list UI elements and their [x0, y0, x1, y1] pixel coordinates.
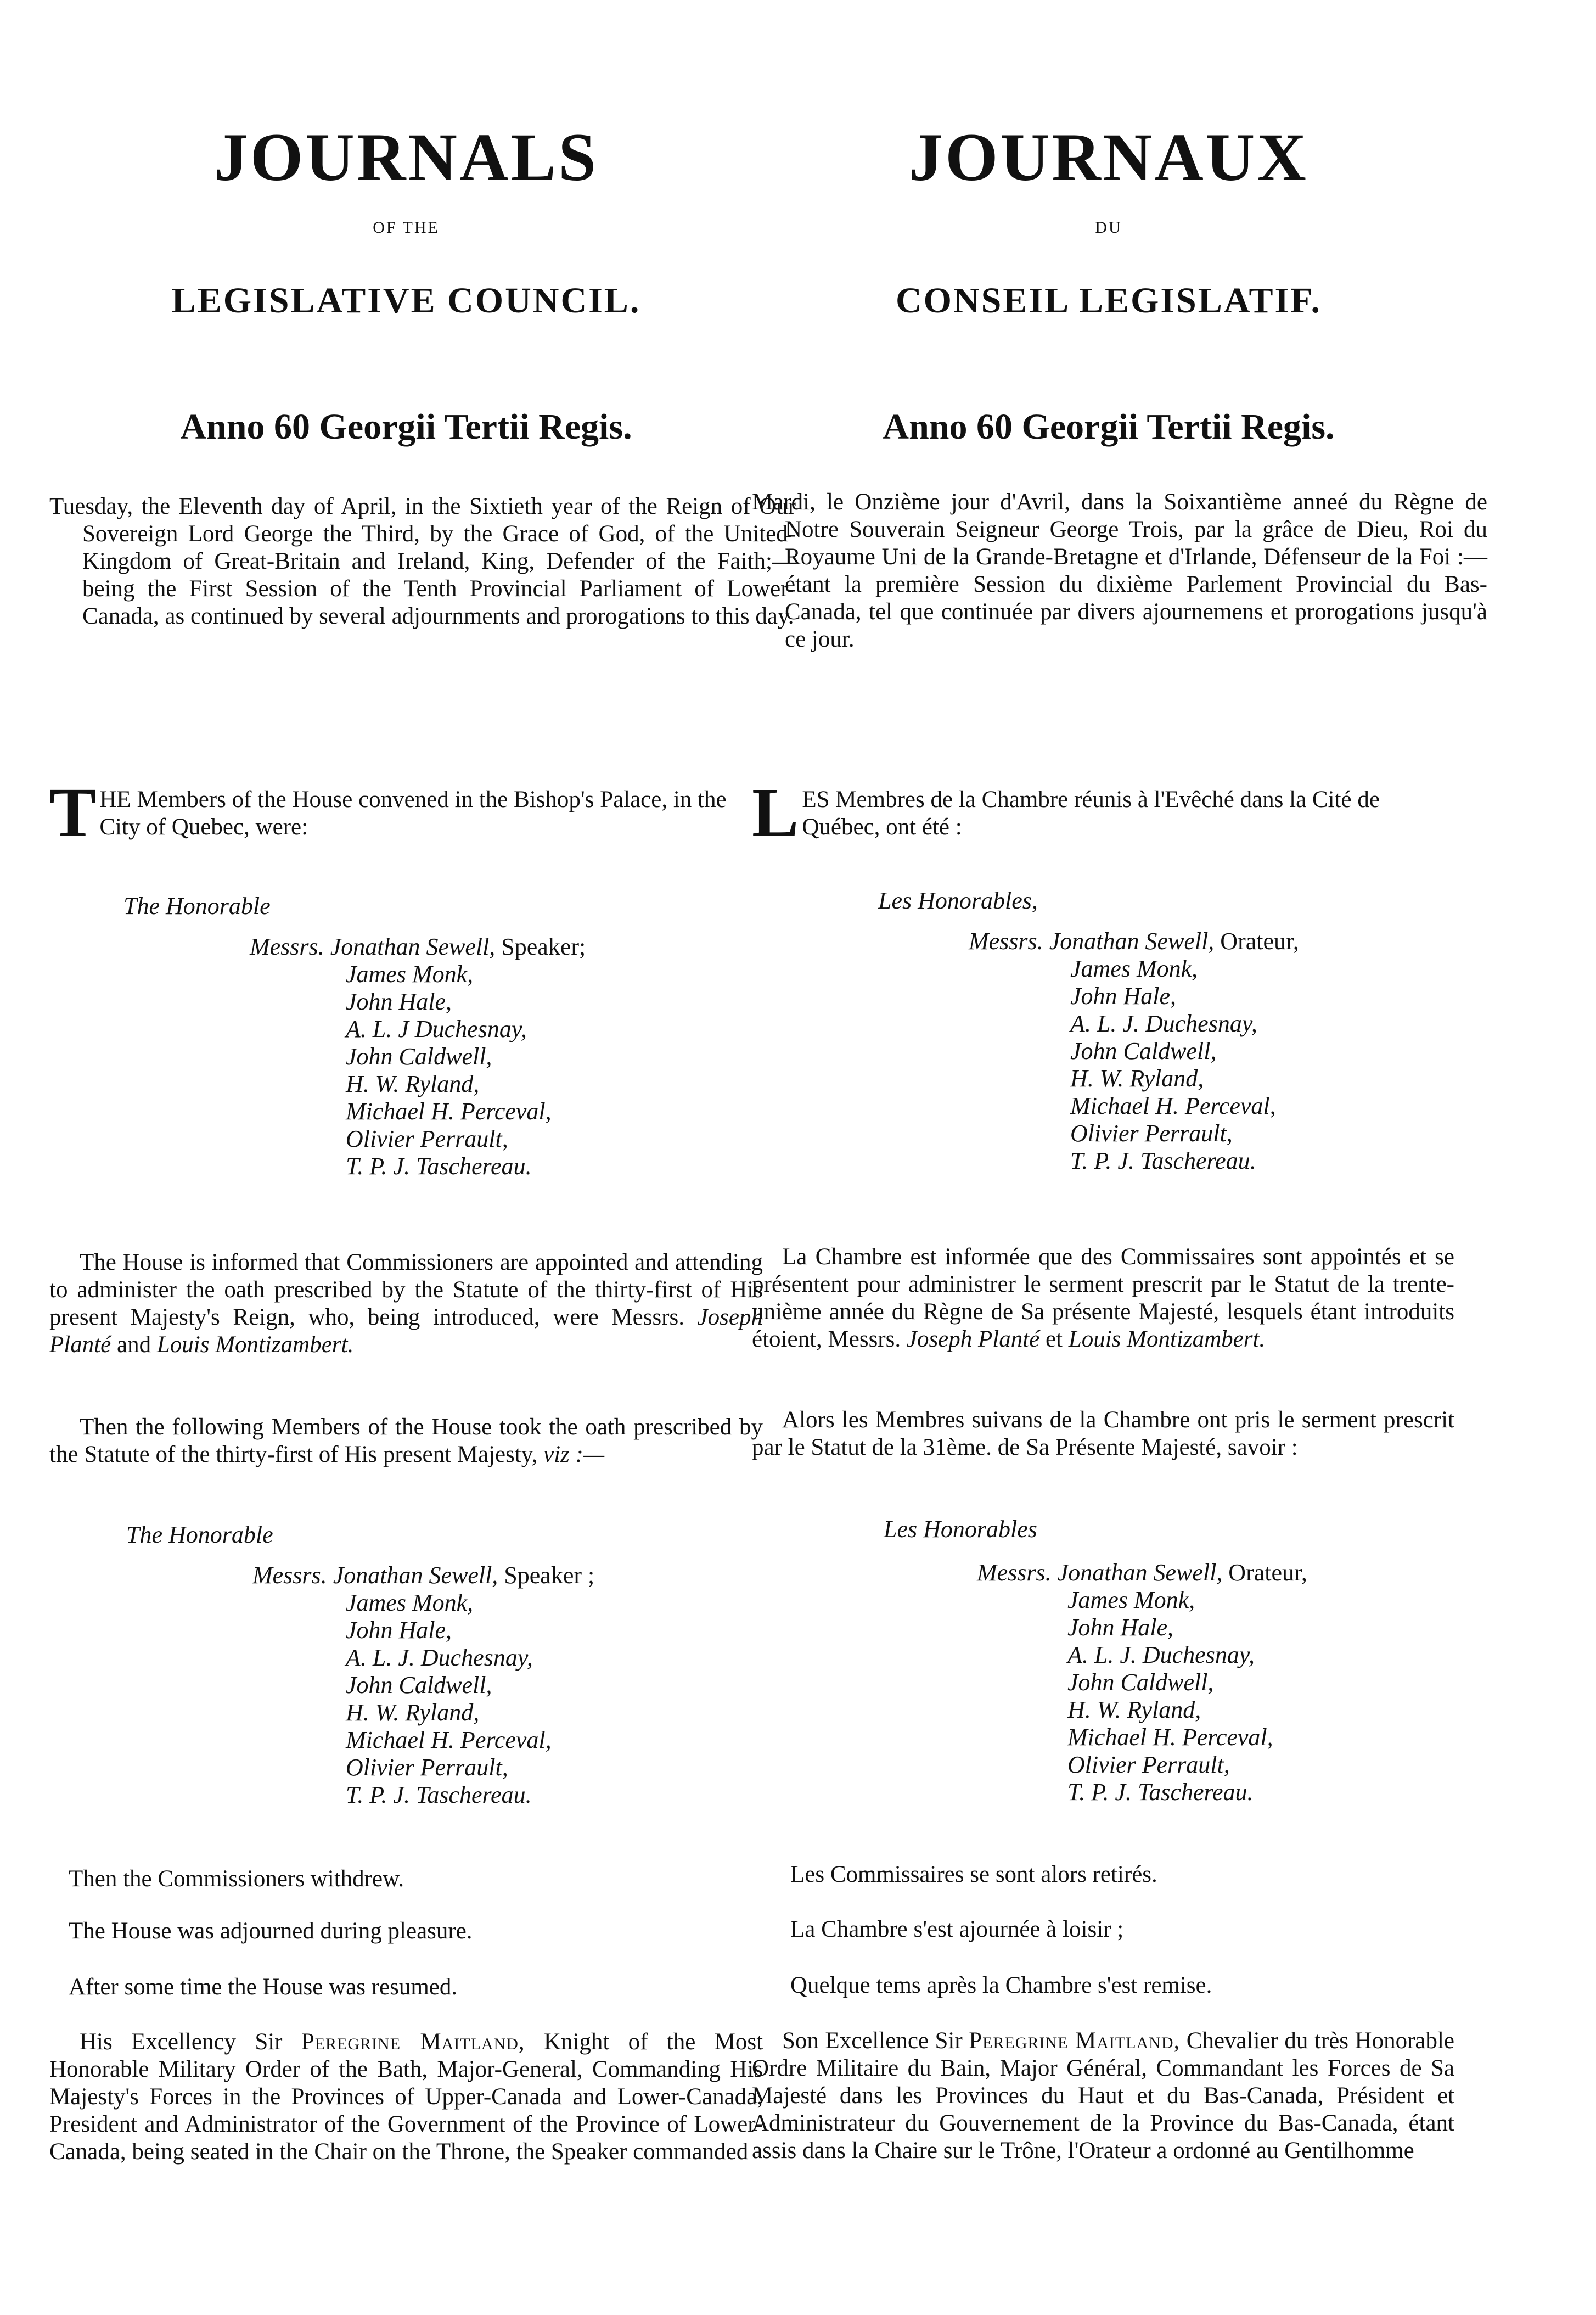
speaker-name: Jonathan Sewell,	[333, 1562, 498, 1589]
messrs-label: Messrs.	[252, 1562, 327, 1589]
member-name: Michael H. Perceval,	[346, 1098, 552, 1125]
member-name: John Caldwell,	[1070, 1038, 1217, 1064]
speaker-name: Jonathan Sewell,	[330, 933, 496, 960]
member-name: Olivier Perrault,	[346, 1125, 508, 1152]
member-name: T. P. J. Taschereau.	[1067, 1779, 1254, 1806]
oath-paragraph	[49, 1414, 763, 1468]
commissioner-name: Louis Montizambert.	[1068, 1326, 1266, 1352]
member-name: H. W. Ryland,	[346, 1699, 480, 1726]
oath-members-list	[977, 1559, 1307, 1806]
member-name: Olivier Perrault,	[1067, 1751, 1230, 1778]
commissioner-name: Joseph Planté	[906, 1326, 1040, 1352]
member-name: A. L. J. Duchesnay,	[346, 1644, 533, 1671]
members-intro-text: HE Members of the House convened in the Bishop's Palace, in the City of Quebec, were:	[99, 787, 727, 840]
honorable-heading: The Honorable	[123, 893, 271, 920]
oath-text: Then the following Members of the House took the oath prescribed by the Statute of the thirty-first of His present Majesty,	[49, 1414, 763, 1467]
french-column	[752, 0, 1487, 2163]
regnal-year: Anno 60 Georgii Tertii Regis.	[883, 407, 1335, 447]
member-name: Michael H. Perceval,	[1067, 1724, 1273, 1751]
drop-cap: T	[49, 773, 97, 851]
member-name: John Hale,	[346, 988, 452, 1015]
adjourned-line: The House was adjourned during pleasure.	[69, 1918, 473, 1944]
adjourned-line: La Chambre s'est ajournée à loisir ;	[790, 1916, 1124, 1942]
commissioners-paragraph	[49, 1249, 763, 1359]
member-name: H. W. Ryland,	[1070, 1065, 1204, 1092]
conjunction: and	[117, 1332, 151, 1358]
oath-paragraph	[752, 1406, 1454, 1461]
members-list	[969, 928, 1299, 1175]
commissioner-name: Joseph Planté	[49, 1304, 763, 1358]
member-name: T. P. J. Taschereau.	[346, 1153, 532, 1180]
oath-members-list	[252, 1562, 594, 1809]
member-name: John Hale,	[1070, 983, 1177, 1010]
excellency-text: Chevalier du très Honorable Ordre Militaire du Bain, Major Général, Commandant les Forces de Sa Majesté dans les Provinces du Haut et du Bas-Canada, Président et Administrateur du Gouvernement de la Province du Bas-Canada, étant assis dans la Chaire sur le Trône, l'Orateur a ordonné au Gentilhomme	[752, 2028, 1455, 2163]
conseil-title: CONSEIL LEGISLATIF.	[896, 281, 1322, 321]
drop-cap: L	[752, 773, 799, 851]
members-list	[250, 933, 586, 1180]
member-name: A. L. J. Duchesnay,	[1070, 1010, 1257, 1037]
messrs-label: Messrs.	[250, 933, 324, 960]
member-name: H. W. Ryland,	[346, 1070, 480, 1097]
speaker-role: Speaker;	[501, 933, 586, 960]
council-title: LEGISLATIVE COUNCIL.	[171, 281, 641, 321]
speaker-name: Jonathan Sewell,	[1049, 928, 1215, 955]
speaker-role: Orateur,	[1228, 1559, 1307, 1586]
member-name: A. L. J. Duchesnay,	[1067, 1641, 1255, 1668]
commissioner-name: Louis Montizambert.	[156, 1332, 354, 1358]
speaker-role: Speaker ;	[504, 1562, 595, 1589]
excellency-text: Son Excellence Sir	[782, 2028, 963, 2054]
member-name: James Monk,	[1070, 955, 1198, 982]
excellency-text: Knight of the Most Honorable Military Order of the Bath, Major-General, Commanding His Majesty's Forces in the Provinces of Upper-Canada and Lower-Canada, President and Administrator of the Government of the Province of Lower-Canada, being seated in the Chair on the Throne, the Speaker commanded	[49, 2029, 763, 2165]
commissioners-text: La Chambre est informée que des Commissaires sont appointés et se présentent pour administrer le serment prescrit par le Statut de la trente-unième année du Règne de Sa présente Majesté, lesquels étant introduits étoient, Messrs.	[752, 1244, 1454, 1352]
resumed-line: After some time the House was resumed.	[69, 1974, 458, 2000]
honorable-heading: Les Honorables,	[878, 887, 1038, 914]
resumed-line: Quelque tems après la Chambre s'est remise.	[790, 1972, 1212, 1998]
speaker-row	[969, 928, 1299, 955]
member-name: A. L. J Duchesnay,	[346, 1016, 527, 1042]
member-name: John Hale,	[1067, 1614, 1174, 1641]
of-the-label: OF THE	[373, 218, 440, 237]
speaker-role: Orateur,	[1220, 928, 1299, 955]
messrs-label: Messrs.	[977, 1559, 1052, 1586]
excellency-paragraph	[49, 2028, 763, 2166]
members-paragraph	[49, 773, 763, 851]
member-name: T. P. J. Taschereau.	[1070, 1147, 1256, 1174]
regnal-year: Anno 60 Georgii Tertii Regis.	[180, 407, 632, 447]
member-name: John Caldwell,	[1067, 1669, 1214, 1696]
oath-text: Alors les Membres suivans de la Chambre ont pris le serment prescrit par le Statut de la 31ème. de Sa Présente Majesté, savoir :	[752, 1407, 1454, 1460]
member-name: James Monk,	[346, 1589, 474, 1616]
excellency-name: Peregrine Maitland,	[301, 2029, 525, 2055]
withdrew-line: Les Commissaires se sont alors retirés.	[790, 1862, 1157, 1887]
member-name: Michael H. Perceval,	[346, 1727, 552, 1753]
speaker-row	[250, 933, 586, 961]
member-name: T. P. J. Taschereau.	[346, 1781, 532, 1808]
conjunction: et	[1046, 1326, 1063, 1352]
member-name: Olivier Perrault,	[1070, 1120, 1233, 1147]
member-name: Michael H. Perceval,	[1070, 1092, 1276, 1119]
member-name: Olivier Perrault,	[346, 1754, 508, 1781]
speaker-name: Jonathan Sewell,	[1057, 1559, 1223, 1586]
commissioners-text: The House is informed that Commissioners are appointed and attending to administer the oath prescribed by the Statute of the thirty-first of His present Majesty's Reign, who, being introduced, were Messrs.	[49, 1249, 763, 1330]
member-name: James Monk,	[346, 961, 474, 988]
honorable-heading-2: The Honorable	[126, 1521, 273, 1548]
speaker-row	[252, 1562, 594, 1589]
commissioners-paragraph	[752, 1243, 1454, 1353]
date-paragraph: Mardi, le Onzième jour d'Avril, dans la Soixantième anneé du Règne de Notre Souverain Seigneur George Trois, par la grâce de Dieu, Roi du Royaume Uni de la Grande-Bretagne et d'Irlande, Défenseur de la Foi :—étant la première Session du dixième Parlement Provincial du Bas-Canada, tel que continuée par divers ajournemens et prorogations jusqu'à ce jour.	[752, 489, 1487, 652]
member-name: James Monk,	[1067, 1587, 1195, 1613]
member-name: John Caldwell,	[346, 1672, 492, 1699]
messrs-label: Messrs.	[969, 928, 1043, 955]
du-label: DU	[1095, 218, 1122, 237]
date-paragraph: Tuesday, the Eleventh day of April, in the Sixtieth year of the Reign of Our Sovereign Lord George the Third, by the Grace of God, of the United-Kingdom of Great-Britain and Ireland, King, Defender of the Faith;—being the First Session of the Tenth Provincial Parliament of Lower-Canada, as continued by several adjournments and prorogations to this day.	[49, 494, 796, 629]
members-intro-text: ES Membres de la Chambre réunis à l'Evêché dans la Cité de Québec, ont été :	[802, 787, 1380, 840]
excellency-text: His Excellency Sir	[80, 2029, 283, 2055]
members-paragraph	[752, 773, 1454, 851]
excellency-paragraph	[752, 2027, 1454, 2165]
english-column	[49, 0, 796, 2165]
member-name: John Hale,	[346, 1617, 452, 1644]
honorable-heading-2: Les Honorables	[884, 1516, 1037, 1543]
member-name: H. W. Ryland,	[1067, 1696, 1201, 1723]
withdrew-line: Then the Commissioners withdrew.	[69, 1866, 404, 1892]
excellency-name: Peregrine Maitland,	[969, 2028, 1181, 2054]
journals-title: JOURNALS	[213, 120, 599, 195]
viz-label: viz :—	[543, 1442, 605, 1467]
journaux-title: JOURNAUX	[909, 120, 1308, 195]
speaker-row	[977, 1559, 1307, 1587]
member-name: John Caldwell,	[346, 1043, 492, 1070]
